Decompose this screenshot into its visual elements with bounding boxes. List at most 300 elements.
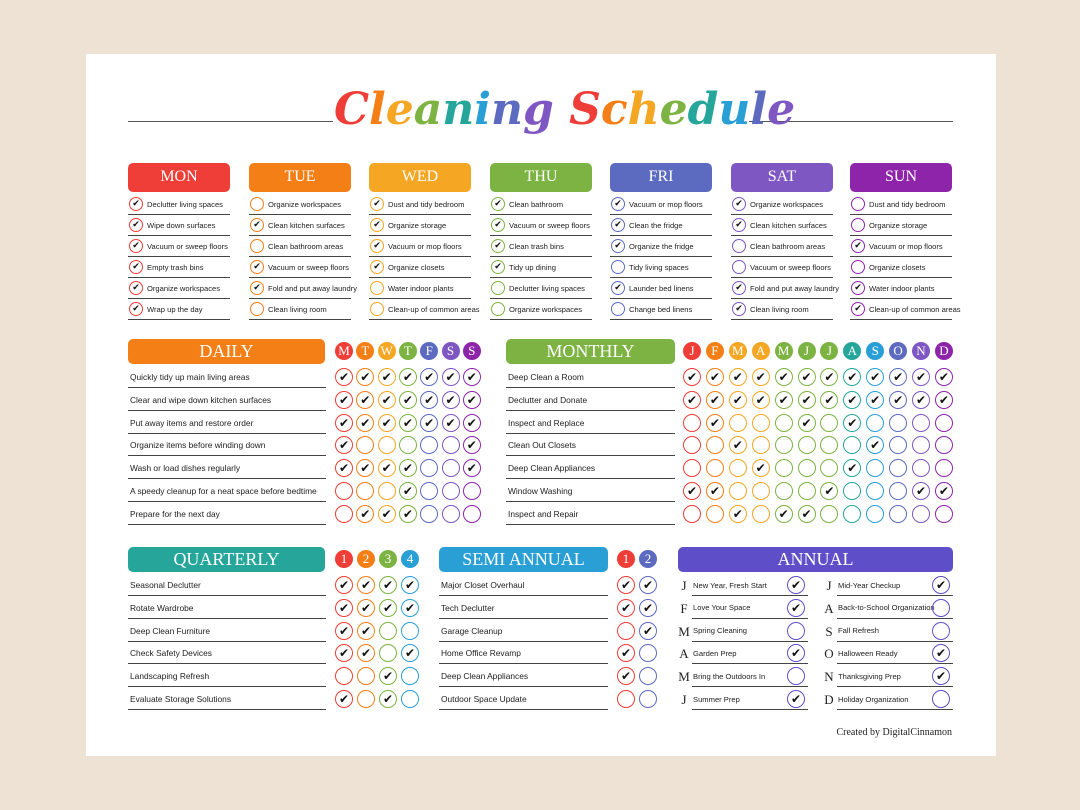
annual-month-letter: M [678, 669, 690, 685]
daily-checkbox[interactable]: ✔ [378, 505, 396, 523]
annual-task-checkbox[interactable]: ✔ [787, 644, 805, 662]
monthly-checkbox[interactable]: ✔ [866, 368, 884, 386]
daily-task-label: Quickly tidy up main living areas [130, 372, 250, 382]
monthly-checkbox[interactable] [935, 414, 953, 432]
monthly-checkbox[interactable]: ✔ [683, 391, 701, 409]
day-task-row [249, 194, 351, 215]
daily-checkbox[interactable]: ✔ [463, 368, 481, 386]
day-task-checkbox[interactable]: ✔ [250, 281, 264, 295]
day-header-tue: TUE [249, 163, 351, 192]
day-task-checkbox[interactable]: ✔ [491, 197, 505, 211]
day-task-checkbox[interactable]: ✔ [851, 239, 865, 253]
monthly-task-row [506, 390, 675, 411]
day-task-checkbox[interactable]: ✔ [491, 239, 505, 253]
day-task-checkbox[interactable]: ✔ [129, 239, 143, 253]
quarterly-task-row [128, 666, 326, 687]
daily-checkbox[interactable]: ✔ [442, 414, 460, 432]
daily-task-label: Clear and wipe down kitchen surfaces [130, 394, 272, 405]
monthly-checkbox[interactable]: ✔ [752, 368, 770, 386]
day-task-checkbox[interactable]: ✔ [611, 281, 625, 295]
quarterly-checkbox[interactable]: ✔ [335, 690, 353, 708]
day-task-row [850, 299, 961, 320]
day-task-row [731, 236, 833, 257]
day-task-label: Water indoor plants [388, 283, 454, 293]
day-task-label: Wipe down surfaces [147, 220, 216, 230]
day-header-mon: MON [128, 163, 230, 192]
day-task-checkbox[interactable]: ✔ [129, 218, 143, 232]
monthly-checkbox[interactable]: ✔ [820, 368, 838, 386]
monthly-checkbox[interactable]: ✔ [866, 436, 884, 454]
daily-checkbox[interactable] [442, 482, 460, 500]
monthly-column-3: A [752, 342, 770, 360]
day-task-row [490, 194, 592, 215]
day-task-checkbox[interactable]: ✔ [129, 260, 143, 274]
monthly-checkbox[interactable] [683, 414, 701, 432]
day-task-label: Empty trash bins [147, 262, 204, 272]
day-task-row [369, 215, 471, 236]
monthly-checkbox[interactable]: ✔ [775, 505, 793, 523]
daily-checkbox[interactable]: ✔ [442, 391, 460, 409]
day-task-label: Clean-up of common areas [869, 304, 961, 314]
daily-checkbox[interactable] [335, 482, 353, 500]
quarterly-checkbox[interactable]: ✔ [379, 690, 397, 708]
title-rule-left [128, 121, 333, 122]
day-task-checkbox[interactable]: ✔ [732, 281, 746, 295]
day-task-row [128, 236, 230, 257]
annual-task-checkbox[interactable] [932, 599, 950, 617]
annual-month-letter: N [824, 669, 834, 685]
daily-checkbox[interactable]: ✔ [356, 459, 374, 477]
day-task-label: Vacuum or mop floors [869, 241, 943, 251]
monthly-checkbox[interactable] [775, 482, 793, 500]
monthly-checkbox[interactable] [889, 414, 907, 432]
monthly-checkbox[interactable]: ✔ [706, 414, 724, 432]
quarterly-column-1: 2 [357, 550, 375, 568]
monthly-checkbox[interactable] [889, 482, 907, 500]
quarterly-checkbox[interactable] [401, 622, 419, 640]
day-task-label: Clean kitchen surfaces [750, 220, 827, 230]
monthly-task-label: Inspect and Replace [508, 417, 585, 428]
daily-checkbox[interactable]: ✔ [335, 368, 353, 386]
monthly-checkbox[interactable]: ✔ [843, 414, 861, 432]
semi_annual-checkbox[interactable]: ✔ [617, 599, 635, 617]
monthly-task-row [506, 481, 675, 502]
monthly-checkbox[interactable]: ✔ [775, 368, 793, 386]
monthly-checkbox[interactable]: ✔ [843, 368, 861, 386]
monthly-checkbox[interactable] [752, 482, 770, 500]
daily-checkbox[interactable]: ✔ [442, 368, 460, 386]
day-task-row [490, 215, 592, 236]
day-task-checkbox[interactable] [250, 239, 264, 253]
quarterly-column-0: 1 [335, 550, 353, 568]
semi_annual-column-1: 2 [639, 550, 657, 568]
monthly-checkbox[interactable] [752, 414, 770, 432]
daily-task-row [128, 435, 326, 456]
monthly-checkbox[interactable]: ✔ [752, 459, 770, 477]
day-task-label: Water indoor plants [869, 283, 935, 293]
monthly-checkbox[interactable] [775, 436, 793, 454]
daily-checkbox[interactable]: ✔ [335, 436, 353, 454]
day-task-checkbox[interactable]: ✔ [370, 197, 384, 211]
semi_annual-checkbox[interactable]: ✔ [617, 576, 635, 594]
monthly-checkbox[interactable]: ✔ [820, 391, 838, 409]
day-task-checkbox[interactable]: ✔ [732, 218, 746, 232]
day-task-checkbox[interactable] [250, 197, 264, 211]
monthly-checkbox[interactable] [889, 505, 907, 523]
monthly-checkbox[interactable]: ✔ [798, 414, 816, 432]
day-task-row [850, 194, 952, 215]
daily-task-row [128, 458, 326, 479]
daily-task-label: Put away items and restore order [130, 417, 254, 428]
daily-column-2: W [378, 342, 396, 360]
daily-task-row [128, 390, 326, 411]
quarterly-checkbox[interactable] [401, 690, 419, 708]
monthly-checkbox[interactable] [820, 414, 838, 432]
quarterly-task-row [128, 598, 326, 619]
day-task-label: Wrap up the day [147, 304, 203, 314]
monthly-checkbox[interactable] [775, 459, 793, 477]
monthly-checkbox[interactable]: ✔ [889, 391, 907, 409]
daily-task-row [128, 413, 326, 434]
monthly-checkbox[interactable] [866, 505, 884, 523]
day-task-checkbox[interactable]: ✔ [129, 197, 143, 211]
annual-task-checkbox[interactable] [787, 622, 805, 640]
day-task-row [128, 299, 230, 320]
annual-task-label: Garden Prep [693, 648, 737, 658]
semi_annual-checkbox[interactable]: ✔ [617, 667, 635, 685]
day-task-checkbox[interactable]: ✔ [129, 302, 143, 316]
day-task-row [610, 215, 712, 236]
monthly-checkbox[interactable]: ✔ [935, 368, 953, 386]
annual-task-label: Holiday Organization [838, 694, 909, 704]
quarterly-task-row [128, 689, 326, 710]
day-task-checkbox[interactable] [611, 302, 625, 316]
daily-checkbox[interactable]: ✔ [378, 414, 396, 432]
daily-checkbox[interactable] [463, 482, 481, 500]
monthly-checkbox[interactable]: ✔ [729, 391, 747, 409]
semi_annual-checkbox[interactable] [617, 690, 635, 708]
day-task-row [850, 215, 952, 236]
day-task-checkbox[interactable] [851, 260, 865, 274]
monthly-checkbox[interactable]: ✔ [729, 505, 747, 523]
monthly-checkbox[interactable] [798, 459, 816, 477]
annual-month-letter: D [824, 692, 834, 707]
day-task-checkbox[interactable]: ✔ [491, 260, 505, 274]
daily-checkbox[interactable] [378, 482, 396, 500]
quarterly-checkbox[interactable]: ✔ [379, 599, 397, 617]
semi_annual-checkbox[interactable]: ✔ [617, 644, 635, 662]
quarterly-checkbox[interactable]: ✔ [357, 644, 375, 662]
day-task-label: Declutter living spaces [147, 199, 223, 209]
daily-checkbox[interactable]: ✔ [356, 414, 374, 432]
monthly-checkbox[interactable]: ✔ [912, 368, 930, 386]
day-task-label: Organize workspaces [509, 304, 583, 314]
quarterly-checkbox[interactable] [379, 622, 397, 640]
day-task-row [850, 257, 952, 278]
monthly-checkbox[interactable]: ✔ [752, 391, 770, 409]
day-task-checkbox[interactable]: ✔ [129, 281, 143, 295]
monthly-checkbox[interactable] [912, 505, 930, 523]
daily-checkbox[interactable]: ✔ [356, 368, 374, 386]
daily-checkbox[interactable]: ✔ [463, 436, 481, 454]
monthly-checkbox[interactable]: ✔ [683, 368, 701, 386]
quarterly-checkbox[interactable]: ✔ [335, 599, 353, 617]
day-task-row [249, 257, 351, 278]
day-task-label: Clean bathroom [509, 199, 564, 209]
day-task-checkbox[interactable]: ✔ [611, 239, 625, 253]
monthly-column-10: N [912, 342, 930, 360]
monthly-checkbox[interactable] [729, 414, 747, 432]
day-task-label: Vacuum or mop floors [388, 241, 462, 251]
monthly-checkbox[interactable] [706, 505, 724, 523]
daily-checkbox[interactable]: ✔ [399, 414, 417, 432]
day-task-checkbox[interactable]: ✔ [732, 197, 746, 211]
monthly-checkbox[interactable]: ✔ [706, 368, 724, 386]
daily-checkbox[interactable]: ✔ [463, 414, 481, 432]
daily-checkbox[interactable]: ✔ [335, 391, 353, 409]
monthly-checkbox[interactable] [935, 459, 953, 477]
day-task-checkbox[interactable]: ✔ [851, 302, 865, 316]
day-task-row [369, 194, 471, 215]
annual-month-letter: J [826, 578, 832, 593]
quarterly-task-label: Check Safety Devices [130, 648, 212, 659]
day-task-checkbox[interactable]: ✔ [611, 197, 625, 211]
quarterly-task-label: Landscaping Refresh [130, 671, 210, 682]
annual-task-checkbox[interactable]: ✔ [787, 576, 805, 594]
day-task-checkbox[interactable] [732, 239, 746, 253]
daily-checkbox[interactable]: ✔ [463, 459, 481, 477]
daily-checkbox[interactable]: ✔ [420, 414, 438, 432]
daily-checkbox[interactable]: ✔ [378, 391, 396, 409]
quarterly-checkbox[interactable]: ✔ [379, 667, 397, 685]
quarterly-checkbox[interactable]: ✔ [357, 622, 375, 640]
annual-task-checkbox[interactable]: ✔ [787, 599, 805, 617]
daily-checkbox[interactable]: ✔ [356, 391, 374, 409]
day-task-row [731, 194, 833, 215]
annual-task-label: Back-to-School Organization [838, 603, 935, 613]
daily-column-5: S [442, 342, 460, 360]
day-task-row [249, 278, 358, 299]
daily-checkbox[interactable] [420, 505, 438, 523]
quarterly-task-row [128, 575, 326, 596]
daily-checkbox[interactable]: ✔ [399, 391, 417, 409]
daily-header: DAILY [128, 339, 325, 364]
monthly-checkbox[interactable] [798, 436, 816, 454]
day-task-checkbox[interactable] [851, 197, 865, 211]
day-task-checkbox[interactable]: ✔ [370, 218, 384, 232]
day-task-checkbox[interactable] [851, 218, 865, 232]
monthly-checkbox[interactable] [935, 505, 953, 523]
monthly-checkbox[interactable] [752, 505, 770, 523]
monthly-checkbox[interactable]: ✔ [866, 391, 884, 409]
quarterly-column-3: 4 [401, 550, 419, 568]
daily-checkbox[interactable] [378, 436, 396, 454]
day-task-checkbox[interactable]: ✔ [611, 218, 625, 232]
daily-checkbox[interactable] [335, 505, 353, 523]
annual-month-letter: S [825, 623, 833, 639]
monthly-checkbox[interactable]: ✔ [775, 391, 793, 409]
daily-checkbox[interactable]: ✔ [399, 368, 417, 386]
daily-checkbox[interactable]: ✔ [378, 368, 396, 386]
daily-checkbox[interactable]: ✔ [378, 459, 396, 477]
day-task-label: Clean-up of common areas [388, 304, 480, 314]
day-task-row [731, 215, 833, 236]
day-task-label: Vacuum or sweep floors [750, 262, 831, 272]
daily-checkbox[interactable]: ✔ [399, 505, 417, 523]
monthly-checkbox[interactable] [912, 414, 930, 432]
monthly-checkbox[interactable]: ✔ [912, 391, 930, 409]
day-task-checkbox[interactable]: ✔ [491, 218, 505, 232]
quarterly-checkbox[interactable]: ✔ [335, 622, 353, 640]
annual-task-checkbox[interactable] [932, 622, 950, 640]
monthly-checkbox[interactable]: ✔ [683, 482, 701, 500]
monthly-checkbox[interactable]: ✔ [798, 505, 816, 523]
monthly-task-row [506, 413, 675, 434]
day-task-row [249, 299, 351, 320]
monthly-column-6: J [820, 342, 838, 360]
monthly-checkbox[interactable]: ✔ [935, 482, 953, 500]
monthly-checkbox[interactable]: ✔ [729, 436, 747, 454]
day-task-label: Organize storage [869, 220, 928, 230]
day-task-row [731, 278, 840, 299]
day-task-checkbox[interactable] [370, 302, 384, 316]
annual-task-checkbox[interactable] [932, 690, 950, 708]
monthly-checkbox[interactable]: ✔ [706, 482, 724, 500]
monthly-checkbox[interactable] [706, 459, 724, 477]
daily-checkbox[interactable] [442, 436, 460, 454]
monthly-checkbox[interactable]: ✔ [912, 482, 930, 500]
daily-checkbox[interactable]: ✔ [335, 459, 353, 477]
monthly-checkbox[interactable] [843, 505, 861, 523]
daily-checkbox[interactable]: ✔ [335, 414, 353, 432]
daily-checkbox[interactable]: ✔ [399, 482, 417, 500]
monthly-task-label: Clean Out Closets [508, 440, 576, 451]
quarterly-task-label: Rotate Wardrobe [130, 602, 194, 613]
daily-checkbox[interactable]: ✔ [420, 368, 438, 386]
annual-task-checkbox[interactable]: ✔ [932, 667, 950, 685]
quarterly-checkbox[interactable]: ✔ [357, 599, 375, 617]
quarterly-task-row [128, 621, 326, 642]
quarterly-checkbox[interactable]: ✔ [379, 576, 397, 594]
daily-column-6: S [463, 342, 481, 360]
day-task-checkbox[interactable]: ✔ [250, 260, 264, 274]
day-task-label: Declutter living spaces [509, 283, 585, 293]
monthly-checkbox[interactable]: ✔ [843, 459, 861, 477]
monthly-task-label: Deep Clean Appliances [508, 463, 596, 474]
quarterly-task-label: Deep Clean Furniture [130, 625, 211, 636]
day-header-fri: FRI [610, 163, 712, 192]
daily-checkbox[interactable]: ✔ [420, 391, 438, 409]
monthly-checkbox[interactable] [729, 459, 747, 477]
monthly-checkbox[interactable] [683, 505, 701, 523]
day-task-label: Fold and put away laundry [750, 283, 840, 293]
semi_annual-task-label: Garage Cleanup [441, 625, 503, 636]
day-task-checkbox[interactable]: ✔ [250, 218, 264, 232]
day-task-row [369, 257, 471, 278]
monthly-checkbox[interactable]: ✔ [798, 368, 816, 386]
quarterly-task-label: Evaluate Storage Solutions [130, 694, 232, 704]
monthly-checkbox[interactable]: ✔ [820, 482, 838, 500]
semi_annual-checkbox[interactable]: ✔ [639, 576, 657, 594]
monthly-checkbox[interactable]: ✔ [843, 391, 861, 409]
quarterly-checkbox[interactable]: ✔ [401, 644, 419, 662]
monthly-task-row [506, 435, 675, 456]
semi_annual-task-row [439, 575, 608, 596]
day-task-checkbox[interactable] [370, 281, 384, 295]
daily-checkbox[interactable] [442, 459, 460, 477]
monthly-checkbox[interactable] [752, 436, 770, 454]
daily-checkbox[interactable]: ✔ [356, 505, 374, 523]
day-task-label: Vacuum or sweep floors [509, 220, 590, 230]
daily-task-label: Wash or load dishes regularly [130, 463, 241, 474]
day-task-label: Organize workspaces [147, 283, 221, 293]
daily-checkbox[interactable] [442, 505, 460, 523]
page-title: Cleaning Schedule [334, 84, 796, 135]
day-task-checkbox[interactable]: ✔ [370, 239, 384, 253]
semi_annual-checkbox[interactable]: ✔ [639, 622, 657, 640]
day-task-label: Change bed linens [629, 304, 693, 314]
quarterly-header: QUARTERLY [128, 547, 325, 572]
monthly-checkbox[interactable]: ✔ [706, 391, 724, 409]
monthly-checkbox[interactable]: ✔ [889, 368, 907, 386]
monthly-checkbox[interactable]: ✔ [798, 391, 816, 409]
quarterly-checkbox[interactable]: ✔ [335, 644, 353, 662]
day-task-row [731, 299, 833, 320]
semi_annual-checkbox[interactable]: ✔ [639, 599, 657, 617]
day-task-checkbox[interactable] [491, 302, 505, 316]
daily-column-4: F [420, 342, 438, 360]
annual-task-checkbox[interactable]: ✔ [787, 690, 805, 708]
day-task-checkbox[interactable] [732, 260, 746, 274]
day-task-checkbox[interactable]: ✔ [732, 302, 746, 316]
day-task-checkbox[interactable] [250, 302, 264, 316]
day-task-row [490, 299, 592, 320]
semi_annual-checkbox[interactable] [617, 622, 635, 640]
quarterly-checkbox[interactable]: ✔ [357, 576, 375, 594]
day-task-checkbox[interactable] [611, 260, 625, 274]
quarterly-checkbox[interactable] [357, 690, 375, 708]
day-task-row [610, 236, 712, 257]
daily-checkbox[interactable] [463, 505, 481, 523]
quarterly-checkbox[interactable]: ✔ [335, 576, 353, 594]
semi_annual-task-row [439, 621, 608, 642]
annual-month-letter: J [681, 692, 687, 707]
quarterly-checkbox[interactable]: ✔ [401, 576, 419, 594]
day-task-label: Clean trash bins [509, 241, 564, 251]
annual-task-checkbox[interactable]: ✔ [932, 644, 950, 662]
monthly-checkbox[interactable]: ✔ [935, 391, 953, 409]
day-header-sat: SAT [731, 163, 833, 192]
annual-task-checkbox[interactable]: ✔ [932, 576, 950, 594]
monthly-checkbox[interactable]: ✔ [729, 368, 747, 386]
daily-checkbox[interactable]: ✔ [399, 459, 417, 477]
quarterly-checkbox[interactable]: ✔ [401, 599, 419, 617]
day-task-checkbox[interactable] [491, 281, 505, 295]
monthly-column-8: S [866, 342, 884, 360]
day-task-label: Clean the fridge [629, 220, 683, 230]
day-task-checkbox[interactable]: ✔ [370, 260, 384, 274]
day-task-checkbox[interactable]: ✔ [851, 281, 865, 295]
semi_annual-checkbox[interactable] [639, 690, 657, 708]
monthly-checkbox[interactable] [775, 414, 793, 432]
day-task-row [610, 299, 712, 320]
daily-column-1: T [356, 342, 374, 360]
day-task-row [128, 257, 230, 278]
daily-checkbox[interactable]: ✔ [463, 391, 481, 409]
monthly-checkbox[interactable] [866, 414, 884, 432]
monthly-checkbox[interactable] [729, 482, 747, 500]
monthly-checkbox[interactable] [798, 482, 816, 500]
